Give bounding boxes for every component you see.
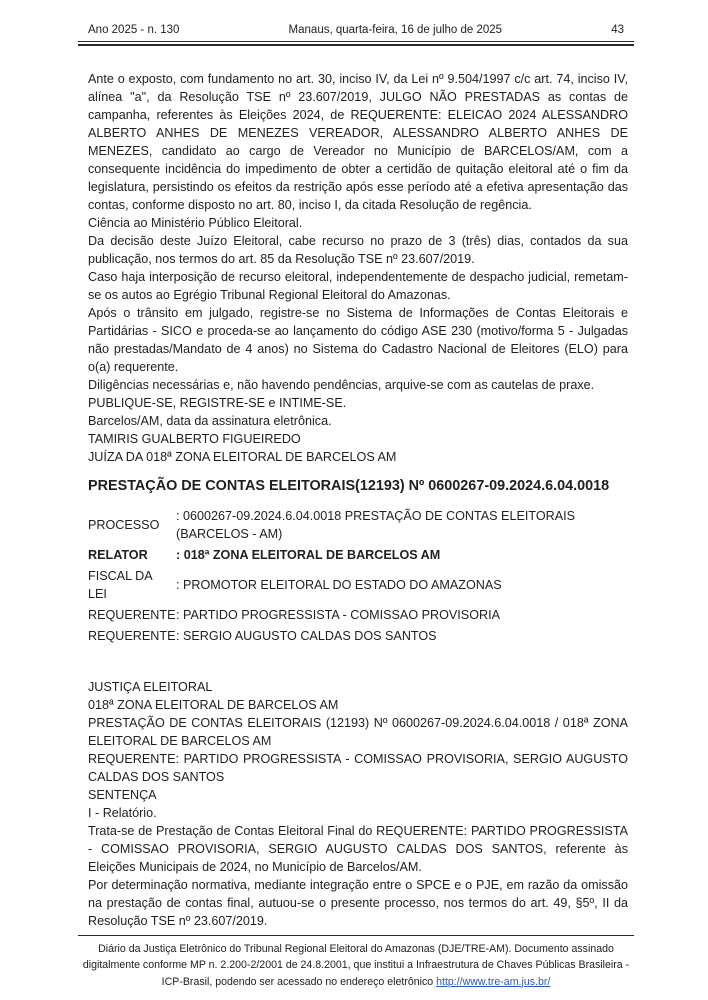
sentenca-line: PRESTAÇÃO DE CONTAS ELEITORAIS (12193) Nº 0600267-09.2024.6.04.0018 / 018ª ZONA ELEITORAL DE BARCELOS AM: [88, 716, 628, 748]
decision-section: [88, 70, 628, 466]
field-label: REQUERENTE: [88, 607, 176, 622]
signature-judge-role: JUÍZA DA 018ª ZONA ELEITORAL DE BARCELOS AM: [88, 450, 397, 464]
table-row: [88, 544, 628, 565]
field-value: : 018ª ZONA ELEITORAL DE BARCELOS AM: [176, 547, 441, 562]
field-value: : PARTIDO PROGRESSISTA - COMISSAO PROVISORIA: [176, 607, 500, 622]
decision-paragraph: Diligências necessárias e, não havendo pendências, arquive-se com as cautelas de praxe.: [88, 378, 595, 392]
field-value: : SERGIO AUGUSTO CALDAS DOS SANTOS: [176, 628, 437, 643]
sentenca-heading: SENTENÇA: [88, 788, 157, 802]
sentenca-paragraph: Trata-se de Prestação de Contas Eleitoral Final do REQUERENTE: PARTIDO PROGRESSISTA - COMISSAO PROVISORIA, SERGIO AUGUSTO CALDAS DOS SANTOS, referente às Eleições Municipais de 2024, no Município de Barcelos/AM.: [88, 824, 628, 874]
document-body: [88, 70, 628, 930]
header-date-place: Manaus, quarta-feira, 16 de julho de 2025: [288, 24, 503, 36]
sentenca-line: 018ª ZONA ELEITORAL DE BARCELOS AM: [88, 698, 339, 712]
field-label: RELATOR: [88, 547, 148, 562]
table-row: [88, 625, 628, 646]
footer-text: Diário da Justiça Eletrônico do Tribunal Regional Eleitoral do Amazonas (DJE/TRE-AM). Documento assinado digitalmente conforme MP n. 2.200-2/2001 de 24.8.2001, que institui a Infraestrutura de Chaves Públicas Brasileira - ICP-Brasil, podendo ser acessado no endereço eletrônico: [82, 942, 630, 988]
decision-paragraph: Caso haja interposição de recurso eleitoral, independentemente de despacho judicial, remetam-se os autos ao Egrégio Tribunal Regional Eleitoral do Amazonas.: [88, 270, 628, 302]
page-header: [78, 24, 634, 46]
field-value: : 0600267-09.2024.6.04.0018 PRESTAÇÃO DE CONTAS ELEITORAIS (BARCELOS - AM): [176, 508, 576, 541]
case-title: PRESTAÇÃO DE CONTAS ELEITORAIS(12193) Nº 0600267-09.2024.6.04.0018: [88, 478, 610, 494]
sentenca-line: REQUERENTE: PARTIDO PROGRESSISTA - COMISSAO PROVISORIA, SERGIO AUGUSTO CALDAS DOS SANTOS: [88, 752, 628, 784]
sentenca-section: [88, 678, 628, 930]
table-row: [88, 505, 628, 544]
signature-judge-name: TAMIRIS GUALBERTO FIGUEIREDO: [88, 432, 301, 446]
field-value: : PROMOTOR ELEITORAL DO ESTADO DO AMAZONAS: [176, 577, 502, 592]
field-label: PROCESSO: [88, 517, 160, 532]
header-page-number: 43: [611, 24, 624, 36]
decision-paragraph: Após o trânsito em julgado, registre-se no Sistema de Informações de Contas Eleitorais e Partidárias - SICO e proceda-se ao lançamento do código ASE 230 (motivo/forma 5 - Julgadas não prestadas/Mandato de 4 anos) no Sistema do Cadastro Nacional de Eleitores (ELO) para o(a) requerente.: [88, 306, 628, 374]
sentenca-line: JUSTIÇA ELEITORAL: [88, 680, 213, 694]
sentenca-line: I - Relatório.: [88, 806, 157, 820]
decision-paragraph: Ciência ao Ministério Público Eleitoral.: [88, 216, 303, 230]
decision-paragraph: Barcelos/AM, data da assinatura eletrônica.: [88, 414, 332, 428]
footer-link[interactable]: http://www.tre-am.jus.br/: [436, 975, 551, 988]
case-fields-table: [88, 505, 628, 646]
sentenca-paragraph: Por determinação normativa, mediante integração entre o SPCE e o PJE, em razão da omissão na prestação de contas final, autuou-se o presente processo, nos termos do art. 49, §5º, II da Resolução TSE nº 23.607/2019.: [88, 878, 628, 928]
header-divider: [78, 41, 634, 46]
decision-paragraph: Ante o exposto, com fundamento no art. 30, inciso IV, da Lei nº 9.504/1997 c/c art. 74, inciso IV, alínea "a", da Resolução TSE nº 23.607/2019, JULGO NÃO PRESTADAS as contas de campanha, referentes às Eleições 2024, de REQUERENTE: ELEICAO 2024 ALESSANDRO ALBERTO ANHES DE MENEZES VEREADOR, ALESSANDRO ALBERTO ANHES DE MENEZES, candidato ao cargo de Vereador no Município de BARCELOS/AM, com a consequente incidência do impedimento de obter a certidão de quitação eleitoral até o fim da legislatura, persistindo os efeitos da restrição após esse período até a efetiva apresentação das contas, conforme disposto no art. 80, inciso I, da citada Resolução de regência.: [88, 72, 628, 212]
decision-paragraph: Da decisão deste Juízo Eleitoral, cabe recurso no prazo de 3 (três) dias, contados da sua publicação, nos termos do art. 85 da Resolução TSE nº 23.607/2019.: [88, 234, 628, 266]
table-row: [88, 565, 628, 604]
page-footer: [78, 935, 634, 991]
decision-paragraph: PUBLIQUE-SE, REGISTRE-SE e INTIME-SE.: [88, 396, 347, 410]
field-label: REQUERENTE: [88, 628, 176, 643]
field-label: FISCAL DA LEI: [88, 568, 152, 601]
table-row: [88, 604, 628, 625]
header-edition: Ano 2025 - n. 130: [88, 24, 180, 36]
